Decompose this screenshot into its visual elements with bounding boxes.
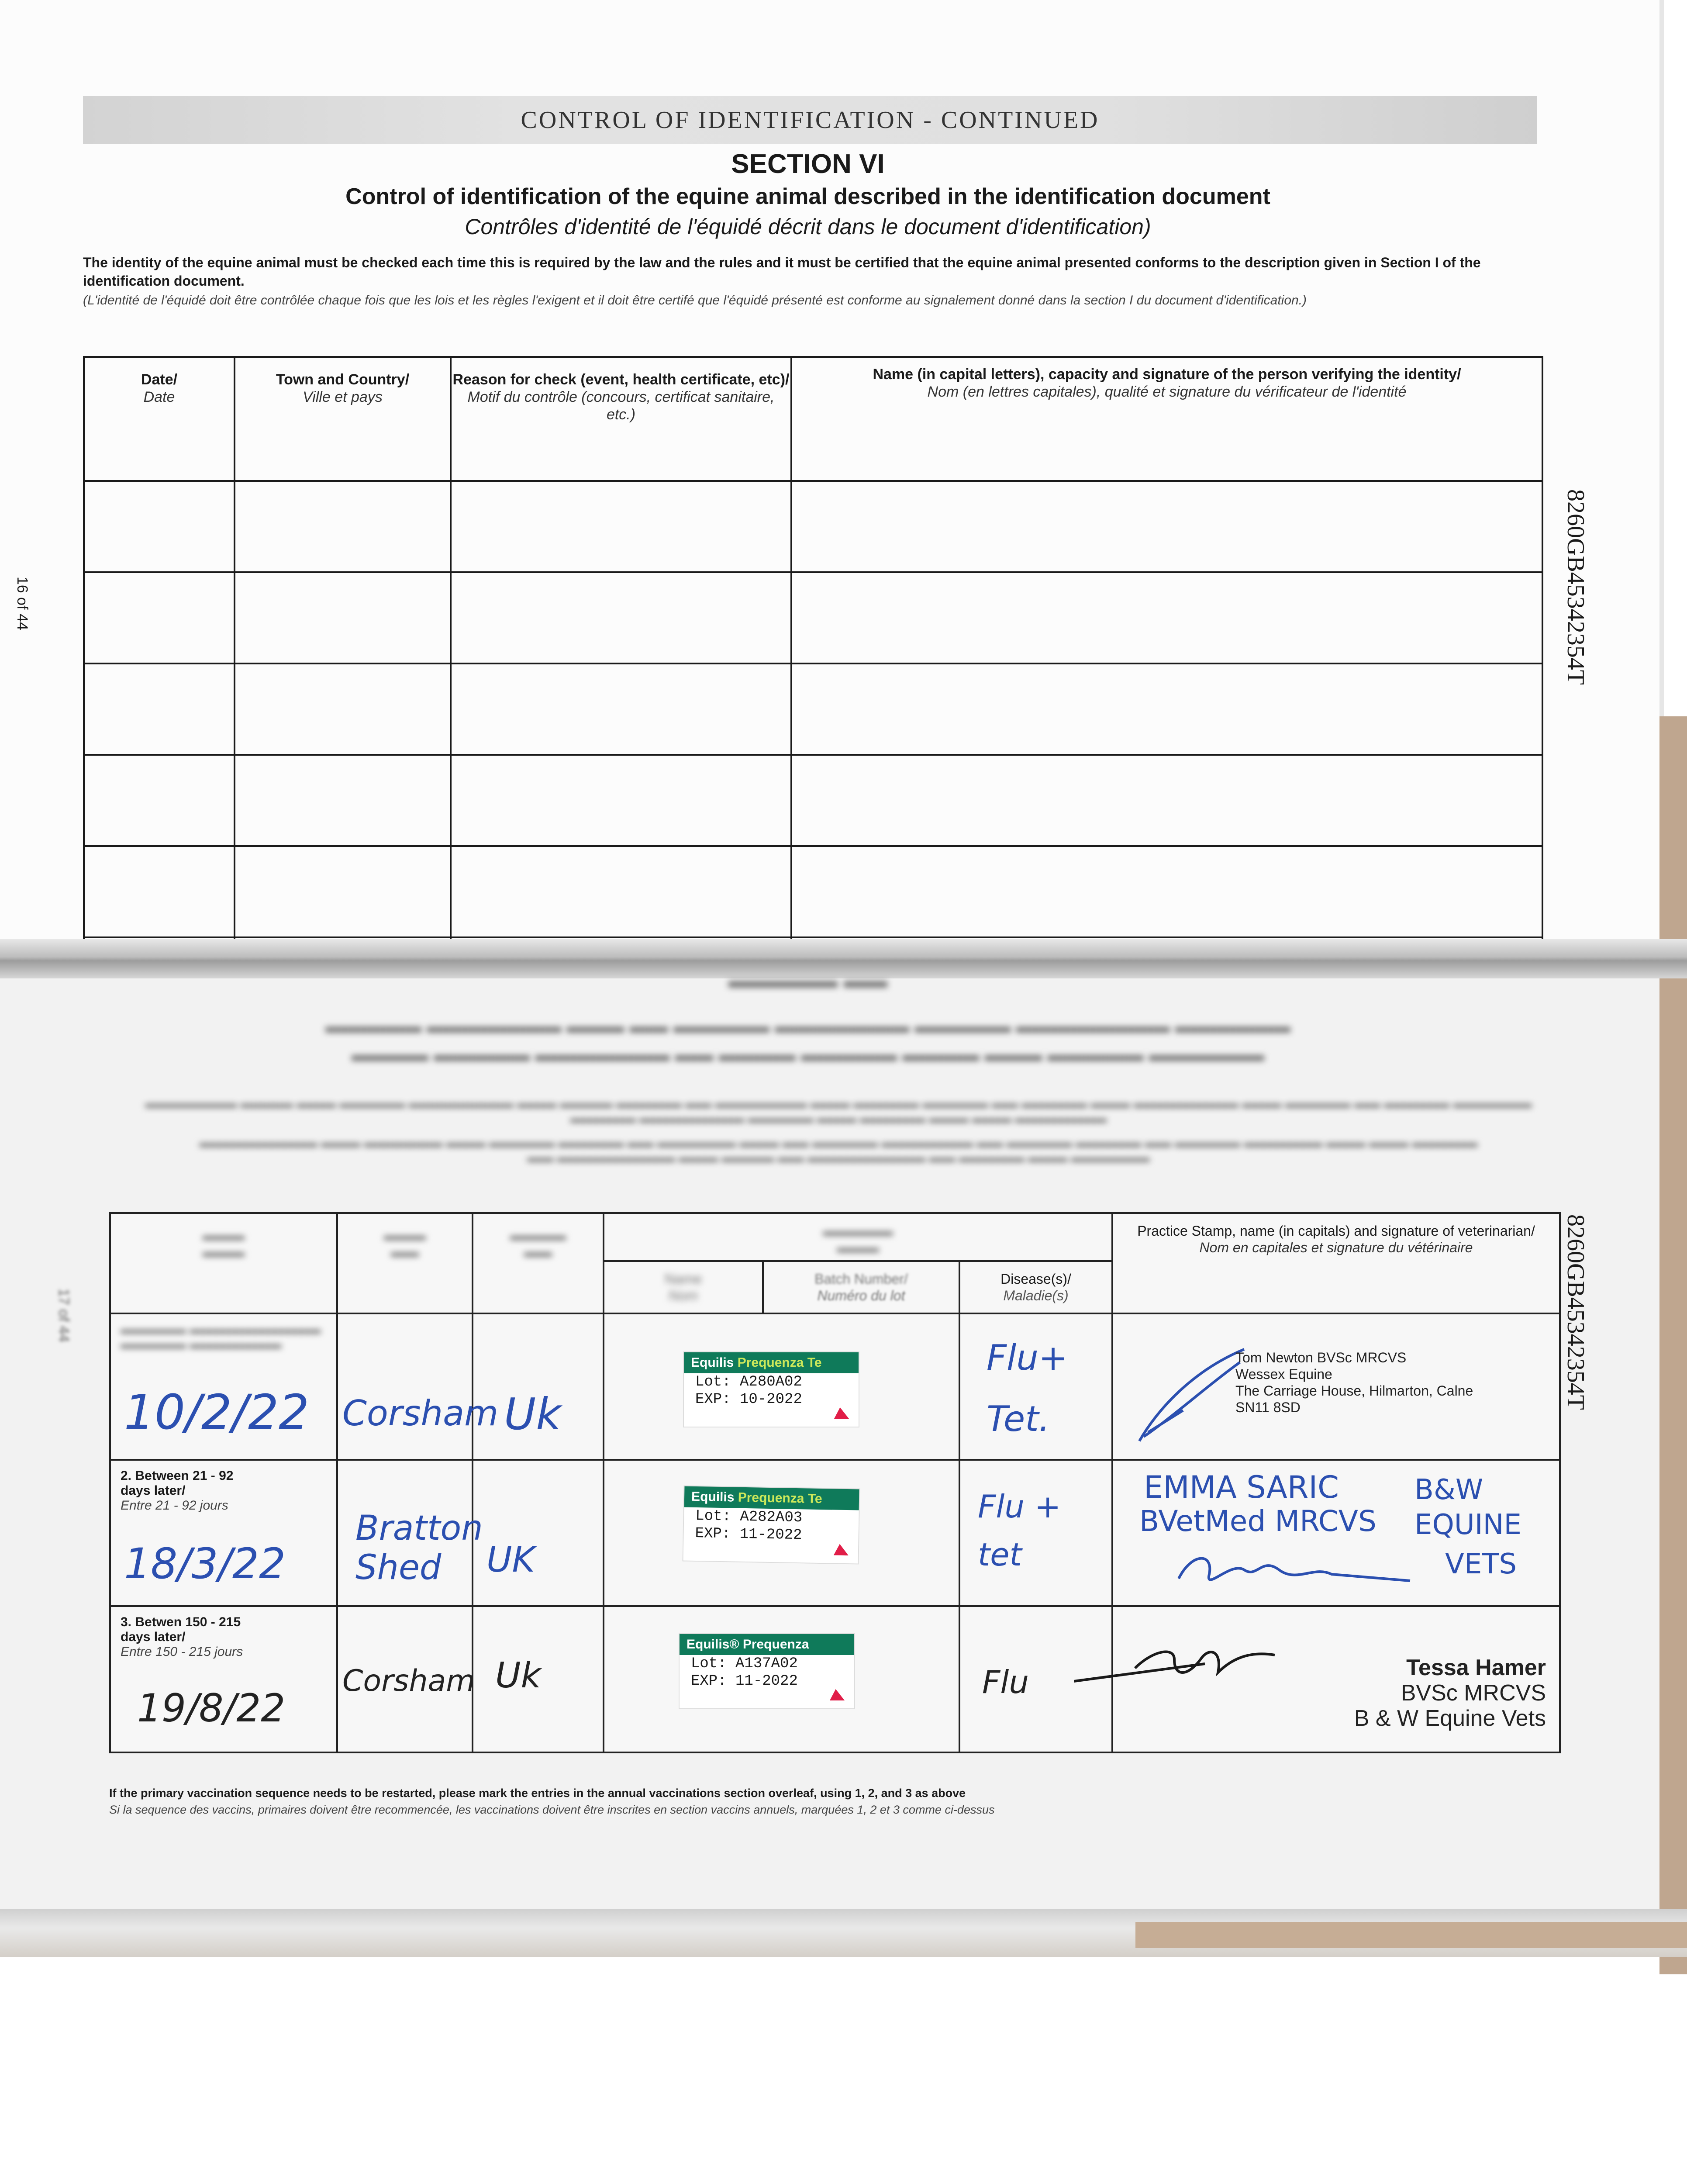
- header-practice-stamp: Practice Stamp, name (in capitals) and signature of veterinarian/ Nom en capitales et signature du vétérinaire: [1112, 1213, 1560, 1313]
- verifier-cell[interactable]: [791, 663, 1542, 755]
- place-cell[interactable]: [337, 1606, 473, 1752]
- vet-stamp-cell[interactable]: [1112, 1606, 1560, 1752]
- reason-cell[interactable]: [451, 846, 791, 937]
- header-country-blurred: ▬▬▬▬ ▬▬: [473, 1213, 604, 1313]
- identification-check-table: [83, 356, 1543, 956]
- page-number: 17 of 44: [55, 1289, 72, 1342]
- vaccine-batch-sticker: Equilis Prequenza Te Lot: A282A03 EXP: 11-2022: [683, 1485, 860, 1564]
- handwritten-place: Bratton Shed: [355, 1509, 483, 1587]
- header-disease: Disease(s)/ Maladie(s): [959, 1261, 1112, 1313]
- handwritten-date: 18/3/22: [124, 1539, 286, 1588]
- vaccine-header-row: [110, 1213, 1560, 1261]
- cover-edge: [1135, 1922, 1687, 1948]
- header-reason: Reason for check (event, health certificate, etc)/ Motif du contrôle (concours, certificat sanitaire, etc.): [451, 357, 791, 481]
- table-row: [84, 663, 1542, 755]
- date-cell[interactable]: [84, 755, 235, 846]
- header-town-country: Town and Country/ Ville et pays: [235, 357, 451, 481]
- row-label-blurred: ▬▬▬▬▬ ▬▬▬▬▬▬▬▬▬▬ ▬▬▬▬▬ ▬▬▬▬▬▬▬: [121, 1322, 321, 1351]
- vaccination-table: [109, 1212, 1561, 1753]
- intro-french: (L'identité de l'équidé doit être contrôlée chaque fois que les lois et les règles l'exigent et il doit être certifé que l'équidé présenté est conforme au signalement donné dans la section I du document d'identification.): [83, 293, 1307, 308]
- header-date: Date/ Date: [84, 357, 235, 481]
- date-cell[interactable]: [84, 481, 235, 572]
- vaccination-row-1: [110, 1313, 1560, 1460]
- blurred-subtitle: ▬▬▬▬▬ ▬▬▬▬▬▬▬ ▬▬▬ ▬▬ ▬▬▬▬▬ ▬▬▬▬▬▬▬ ▬▬▬▬▬ ▬▬▬▬▬▬▬▬ ▬▬▬▬▬▬: [325, 1016, 1290, 1037]
- date-cell[interactable]: [110, 1606, 337, 1752]
- verifier-cell[interactable]: [791, 755, 1542, 846]
- header-batch: Batch Number/ Numéro du lot: [763, 1261, 959, 1313]
- vet-stamp-cell[interactable]: [1112, 1313, 1560, 1460]
- header-vaccine-blurred: ▬▬▬▬▬ ▬▬▬: [604, 1213, 1112, 1261]
- verifier-cell[interactable]: [791, 481, 1542, 572]
- place-cell[interactable]: [337, 1313, 499, 1460]
- table-row: [84, 572, 1542, 663]
- handwritten-date: 10/2/22: [124, 1384, 310, 1440]
- vaccine-batch-sticker: Equilis® Prequenza Lot: A137A02 EXP: 11-2022: [679, 1633, 855, 1709]
- verifier-cell[interactable]: [791, 572, 1542, 663]
- handwritten-disease: Flu: [982, 1664, 1029, 1700]
- vaccine-label-cell: [604, 1606, 959, 1752]
- document-id: 8260GB45342354T: [1562, 489, 1589, 685]
- subtitle-french: Contrôles d'identité de l'équidé décrit dans le document d'identification): [465, 214, 1151, 239]
- header-date-blurred: ▬▬▬ ▬▬▬: [110, 1213, 337, 1313]
- town-cell[interactable]: [235, 572, 451, 663]
- blurred-subtitle: ▬▬▬▬ ▬▬▬▬▬ ▬▬▬▬▬▬▬ ▬▬ ▬▬▬▬ ▬▬▬▬▬ ▬▬▬▬ ▬▬▬ ▬▬▬▬▬ ▬▬▬▬▬▬: [351, 1044, 1265, 1065]
- vaccination-row-3: [110, 1606, 1560, 1752]
- sticker-mark-icon: [834, 1544, 849, 1556]
- table-row: [84, 481, 1542, 572]
- country-cell[interactable]: [473, 1460, 604, 1606]
- handwritten-vet-qualification: BVetMed MRCVS: [1139, 1504, 1377, 1538]
- vet-stamp: Tom Newton BVSc MRCVS Wessex Equine The Carriage House, Hilmarton, Calne SN11 8SD: [1235, 1350, 1473, 1415]
- row-label: 3. Betwen 150 - 215 days later/ Entre 150 - 215 jours: [121, 1615, 243, 1659]
- vaccine-label-cell: [604, 1313, 959, 1460]
- table-row: [84, 846, 1542, 937]
- town-cell[interactable]: [235, 755, 451, 846]
- date-cell[interactable]: [110, 1313, 337, 1460]
- handwritten-place: Corsham: [342, 1393, 499, 1434]
- intro-english: The identity of the equine animal must be checked each time this is required by the law and the rules and it must be certified that the equine animal presented conforms to the description given in Section I of the identification document.: [83, 255, 1481, 289]
- blurred-paragraph: ▬▬▬▬▬▬▬▬▬ ▬▬▬ ▬▬▬▬▬▬ ▬▬▬ ▬▬▬▬▬ ▬▬▬▬▬ ▬▬ ▬▬▬▬▬▬ ▬▬▬ ▬▬ ▬▬▬▬▬ ▬▬▬▬▬▬▬ ▬▬ ▬▬▬▬▬ ▬▬▬▬▬ ▬▬ ▬▬▬▬▬ ▬▬▬▬▬▬ ▬▬▬ ▬▬▬ ▬▬▬▬▬ ▬▬ ▬▬▬▬▬▬▬▬▬ ▬▬▬ ▬▬▬▬ ▬▬ ▬▬▬▬▬▬▬▬▬ ▬▬ ▬▬▬▬▬ ▬▬▬ ▬▬▬▬▬▬: [199, 1136, 1478, 1165]
- section-title: SECTION VI: [731, 149, 885, 179]
- table-header-row: [84, 357, 1542, 481]
- handwritten-disease: Flu + tet: [978, 1488, 1061, 1573]
- cover-edge: [1659, 716, 1687, 1974]
- handwritten-vet-name: EMMA SARIC: [1144, 1469, 1339, 1505]
- vaccination-row-2: [110, 1460, 1560, 1606]
- date-cell[interactable]: [84, 572, 235, 663]
- reason-cell[interactable]: [451, 572, 791, 663]
- date-cell[interactable]: [84, 846, 235, 937]
- handwritten-disease: Flu+ Tet.: [987, 1337, 1068, 1439]
- sticker-mark-icon: [834, 1407, 849, 1419]
- town-cell[interactable]: [235, 663, 451, 755]
- vaccine-label-cell: [604, 1460, 959, 1606]
- place-cell[interactable]: [337, 1460, 483, 1606]
- disease-cell[interactable]: [959, 1313, 1112, 1460]
- footnote-english: If the primary vaccination sequence needs to be restarted, please mark the entries in the annual vaccinations section overleaf, using 1, 2, and 3 as above: [109, 1787, 966, 1800]
- subtitle-english: Control of identification of the equine animal described in the identification document: [345, 184, 1270, 209]
- handwritten-practice: EQUINE: [1414, 1509, 1521, 1541]
- handwritten-practice: VETS: [1445, 1548, 1517, 1580]
- vet-stamp-cell[interactable]: [1112, 1460, 1560, 1606]
- header-place-blurred: ▬▬▬ ▬▬: [337, 1213, 473, 1313]
- table-row: [84, 755, 1542, 846]
- country-cell[interactable]: [473, 1313, 604, 1460]
- page-number: 16 of 44: [14, 577, 31, 630]
- disease-cell[interactable]: [959, 1460, 1112, 1606]
- reason-cell[interactable]: [451, 663, 791, 755]
- reason-cell[interactable]: [451, 755, 791, 846]
- country-cell[interactable]: [473, 1606, 604, 1752]
- document-id: 8260GB45342354T: [1562, 1214, 1589, 1410]
- handwritten-date: 19/8/22: [137, 1686, 286, 1731]
- signature-icon: [1174, 1544, 1419, 1596]
- handwritten-country: Uk: [504, 1389, 562, 1440]
- page-banner: CONTROL OF IDENTIFICATION - CONTINUED: [83, 96, 1537, 144]
- date-cell[interactable]: [110, 1460, 337, 1606]
- town-cell[interactable]: [235, 481, 451, 572]
- vaccine-batch-sticker: Equilis Prequenza Te Lot: A280A02 EXP: 10-2022: [683, 1351, 859, 1427]
- handwritten-practice: B&W: [1414, 1474, 1483, 1506]
- header-verifier: Name (in capital letters), capacity and signature of the person verifying the identity/ Nom (en lettres capitales), qualité et signature du vérificateur de l'identité: [791, 357, 1542, 481]
- row-label: 2. Between 21 - 92 days later/ Entre 21 - 92 jours: [121, 1469, 234, 1513]
- signature-icon: [1074, 1633, 1345, 1694]
- blurred-paragraph: ▬▬▬▬▬▬▬ ▬▬▬▬ ▬▬▬ ▬▬▬▬▬ ▬▬▬▬▬▬▬▬ ▬▬▬ ▬▬▬▬ ▬▬▬▬▬ ▬▬ ▬▬▬▬▬▬▬ ▬▬▬ ▬▬▬▬▬ ▬▬▬▬▬ ▬▬ ▬▬▬▬▬ ▬▬▬ ▬▬▬▬▬▬▬▬ ▬▬▬ ▬▬▬▬▬ ▬▬ ▬▬▬▬▬ ▬▬▬▬▬▬ ▬▬▬▬▬ ▬▬▬▬▬▬▬▬ ▬▬▬▬▬ ▬▬▬ ▬▬▬▬▬ ▬▬▬ ▬▬▬ ▬▬▬▬▬▬▬: [145, 1096, 1532, 1126]
- vet-stamp: Tessa Hamer BVSc MRCVS B & W Equine Vets: [1354, 1655, 1546, 1731]
- town-cell[interactable]: [235, 846, 451, 937]
- handwritten-country: Uk: [495, 1655, 541, 1696]
- reason-cell[interactable]: [451, 481, 791, 572]
- blurred-section-title: ▬▬▬▬▬ ▬▬: [728, 968, 887, 992]
- sticker-mark-icon: [830, 1689, 845, 1700]
- handwritten-place: Corsham: [342, 1664, 475, 1698]
- handwritten-country: UK: [486, 1539, 535, 1580]
- date-cell[interactable]: [84, 663, 235, 755]
- header-name: Name Nom: [604, 1261, 763, 1313]
- verifier-cell[interactable]: [791, 846, 1542, 937]
- footnote-french: Si la sequence des vaccins, primaires doivent être recommencée, les vaccinations doivent être inscrites en section vaccins annuels, marquées 1, 2 et 3 comme ci-dessus: [109, 1803, 995, 1816]
